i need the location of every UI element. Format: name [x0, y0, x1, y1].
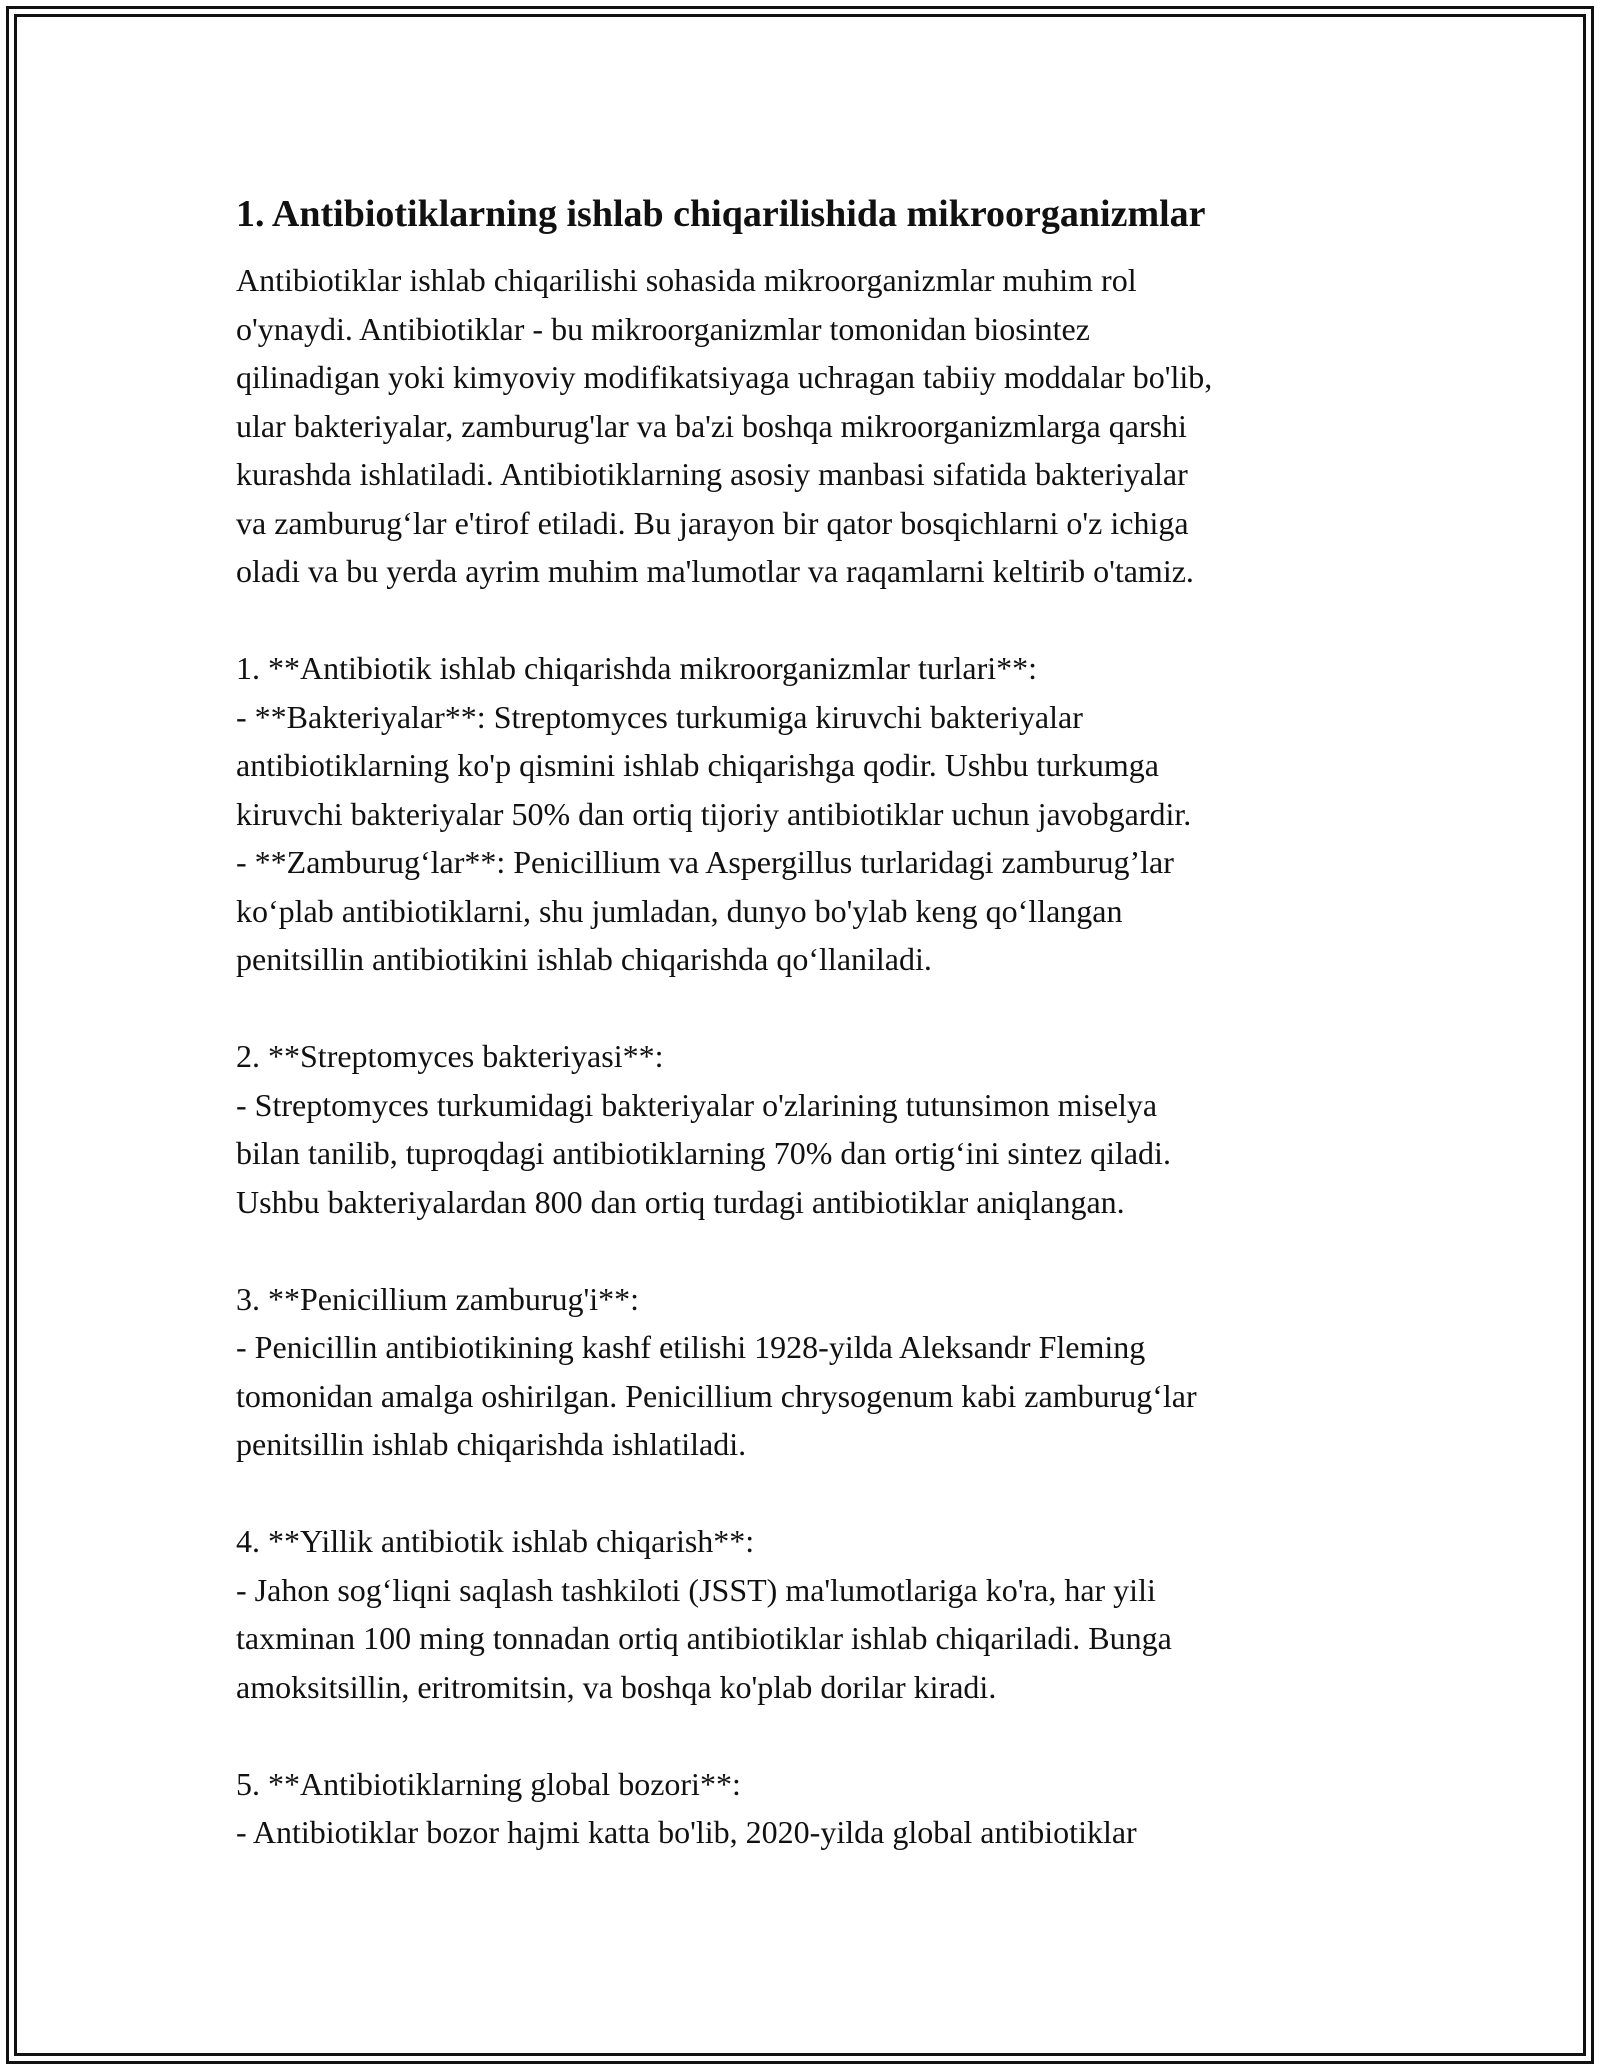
section-3-penicillium: 3. **Penicillium zamburug'i**: - Penicillin antibiotikining kashf etilishi 1928-yilda Aleksandr Fleming tomonidan amalga oshirilgan. Penicillium chrysogenum kabi zamburug‘lar penitsillin ishlab chiqarishda ishlatiladi. — [236, 1280, 1197, 1462]
section-1-microorganism-types: 1. **Antibiotik ishlab chiqarishda mikroorganizmlar turlari**: - **Bakteriyalar**: Streptomyces turkumiga kiruvchi bakteriyalar antibiotiklarning ko'p qismini ishlab chiqarishga qodir. Ushbu turkumga kiruvchi bakteriyalar 50% dan ortiq tijoriy antibiotiklar uchun javobgardir. - **Zamburug‘lar**: Penicillium va Aspergillus turlaridagi zamburug’lar ko‘plab antibiotiklarni, shu jumladan, dunyo bo'ylab keng qo‘llangan penitsillin antibiotikini ishlab chiqarishda qo‘llaniladi. — [236, 650, 1192, 977]
paragraph-gap — [236, 596, 1376, 645]
document-title: 1. Antibiotiklarning ishlab chiqarilishida mikroorganizmlar — [236, 193, 1206, 235]
section-4-annual-production: 4. **Yillik antibiotik ishlab chiqarish**: - Jahon sog‘liqni saqlash tashkiloti (JSST) ma'lumotlariga ko'ra, har yili taxminan 100 ming tonnadan ortiq antibiotiklar ishlab chiqariladi. Bunga amoksitsillin, eritromitsin, va boshqa ko'plab dorilar kiradi. — [236, 1523, 1172, 1705]
paragraph-gap — [236, 1469, 1376, 1518]
paragraph-gap — [236, 1711, 1376, 1760]
section-5-global-market: 5. **Antibiotiklarning global bozori**: - Antibiotiklar bozor hajmi katta bo'lib, 2020-yilda global antibiotiklar — [236, 1765, 1137, 1850]
paragraph-gap — [236, 984, 1376, 1033]
intro-paragraph: Antibiotiklar ishlab chiqarilishi sohasida mikroorganizmlar muhim rol o'ynaydi. Antibiotiklar - bu mikroorganizmlar tomonidan biosintez qilinadigan yoki kimyoviy modifikatsiyaga uchragan tabiiy moddalar bo'lib, ular bakteriyalar, zamburug'lar va ba'zi boshqa mikroorganizmlarga qarshi kurashda ishlatiladi. Antibiotiklarning asosiy manbasi sifatida bakteriyalar va zamburug‘lar e'tirof etiladi. Bu jarayon bir qator bosqichlarni o'z ichiga oladi va bu yerda ayrim muhim ma'lumotlar va raqamlarni keltirib o'tamiz. — [236, 262, 1213, 589]
paragraph-gap — [236, 1226, 1376, 1275]
section-2-streptomyces: 2. **Streptomyces bakteriyasi**: - Streptomyces turkumidagi bakteriyalar o'zlarining tutunsimon miselya bilan tanilib, tuproqdagi antibiotiklarning 70% dan ortig‘ini sintez qiladi. Ushbu bakteriyalardan 800 dan ortiq turdagi antibiotiklar aniqlangan. — [236, 1038, 1171, 1220]
document-body — [236, 186, 1376, 1857]
